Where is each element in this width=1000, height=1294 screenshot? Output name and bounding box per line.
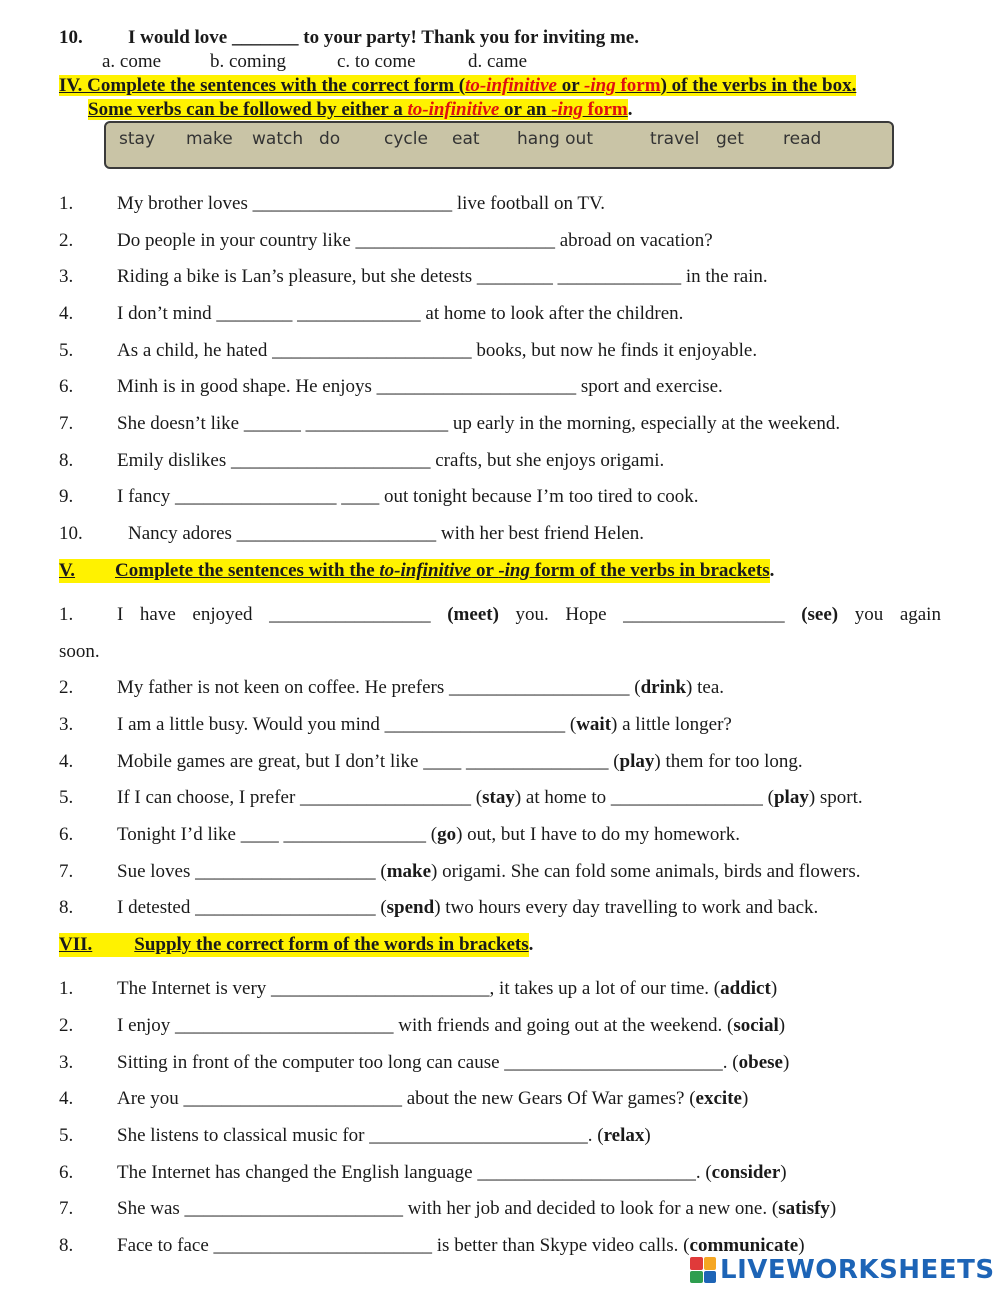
q10-option-b[interactable]: b. coming (210, 51, 286, 72)
item-text[interactable]: I don’t mind ________ _____________ at home to look after the children. (117, 303, 684, 324)
item-post: ) out, but I have to do my homework. (456, 824, 740, 845)
section4-title-red1: to-infinitive (465, 75, 557, 96)
word: enjoyed (192, 604, 253, 625)
item-number: 1. (59, 604, 74, 625)
item-text[interactable] (117, 977, 777, 1001)
item-text[interactable] (117, 603, 941, 627)
section4-sub-or: or an (499, 99, 552, 120)
section4-title-red2: -ing (584, 75, 616, 96)
item-post: ) a little longer? (611, 714, 732, 735)
q10-number: 10. (59, 27, 83, 48)
item-post: ) (780, 1162, 787, 1183)
item-text[interactable]: Emily dislikes _____________________ crafts, but she enjoys origami. (117, 450, 665, 471)
item-number: 3. (59, 1052, 74, 1073)
item-number: 10. (59, 523, 83, 544)
blank[interactable]: _________________ (623, 604, 785, 625)
q10-option-d[interactable]: d. came (468, 51, 528, 72)
item-text[interactable]: I fancy _________________ ____ out tonight because I’m too tired to cook. (117, 486, 699, 507)
item-number: 7. (59, 413, 74, 434)
section4-title-end: ) of the verbs in the box. (660, 75, 857, 96)
item-post: ) origami. She can fold some animals, birds and flowers. (431, 861, 861, 882)
item-text[interactable]: My brother loves _____________________ live football on TV. (117, 193, 605, 214)
item-number: 6. (59, 1162, 74, 1183)
section5-title-period: . (769, 560, 775, 581)
item-pre: Sitting in front of the computer too long can cause _______________________. ( (117, 1052, 739, 1073)
verb-hint: (meet) (447, 604, 499, 625)
item-text[interactable] (117, 713, 732, 737)
liveworksheets-logo[interactable] (690, 1254, 995, 1286)
item-pre: I enjoy _______________________ with friends and going out at the weekend. ( (117, 1015, 734, 1036)
item-text[interactable] (117, 750, 803, 774)
verb-get: get (716, 129, 744, 149)
liveworksheets-logo-text: LIVEWORKSHEETS (720, 1255, 995, 1285)
item-text[interactable] (117, 1087, 748, 1111)
word: have (139, 604, 176, 625)
item-post: ) at home to ________________ ( (514, 787, 774, 808)
verb-hint: wait (576, 714, 612, 735)
section5-title-it1: to-infinitive (379, 560, 472, 581)
item-text[interactable]: Riding a bike is Lan’s pleasure, but she detests ________ _____________ in the rain. (117, 266, 768, 287)
verb-travel: travel (650, 129, 700, 149)
section4-sub-red1: to-infinitive (407, 99, 500, 120)
item-post: ) tea. (686, 677, 725, 698)
section4-title (59, 74, 856, 98)
item-number: 2. (59, 230, 74, 251)
item-text[interactable] (117, 786, 863, 810)
item-pre: Tonight I’d like ____ _______________ ( (117, 824, 438, 845)
verb-hint: stay (482, 787, 515, 808)
item-post: ) (778, 1015, 786, 1036)
item-post: ) (829, 1198, 837, 1219)
verb-hint: (see) (801, 604, 839, 625)
verb-hint: make (386, 861, 432, 882)
section5-title-end: form of the verbs in brackets (530, 560, 770, 581)
section4-sub-period: . (627, 99, 633, 120)
section4-title-text: IV. Complete the sentences with the correct form ( (59, 75, 466, 96)
verb-eat: eat (452, 129, 480, 149)
item-post: ) (782, 1052, 790, 1073)
item-number: 7. (59, 861, 74, 882)
item-number: 8. (59, 450, 74, 471)
word-hint: addict (720, 978, 771, 999)
word-hint: excite (695, 1088, 742, 1109)
item-number: 3. (59, 714, 74, 735)
q10-option-c[interactable]: c. to come (337, 51, 416, 72)
item-pre: The Internet has changed the English language _______________________. ( (117, 1162, 712, 1183)
item-number: 6. (59, 824, 74, 845)
verb-read: read (783, 129, 822, 149)
item-number: 4. (59, 303, 74, 324)
item-number: 7. (59, 1198, 74, 1219)
item-text[interactable] (117, 1197, 836, 1221)
q10-option-a[interactable]: a. come (102, 51, 162, 72)
item-number: 4. (59, 751, 74, 772)
word: again (899, 604, 941, 625)
item-post: ) two hours every day travelling to work and back. (434, 897, 819, 918)
section4-title-form: form (615, 75, 661, 96)
item-continuation: soon. (59, 641, 100, 662)
item-pre: If I can choose, I prefer __________________ ( (117, 787, 483, 808)
verb-box (104, 121, 894, 169)
item-number: 9. (59, 486, 74, 507)
word: you. (515, 604, 549, 625)
item-text[interactable] (117, 1161, 787, 1185)
item-pre: She was _______________________ with her job and decided to look for a new one. ( (117, 1198, 779, 1219)
q10-text: I would love _______ to your party! Thank you for inviting me. (128, 27, 639, 48)
section4-title-or: or (556, 75, 585, 96)
item-post: ) (741, 1088, 749, 1109)
item-pre: She listens to classical music for _______________________. ( (117, 1125, 604, 1146)
item-number: 1. (59, 193, 74, 214)
verb-make: make (186, 129, 233, 149)
item-text[interactable] (117, 676, 724, 700)
item-post: ) them for too long. (654, 751, 803, 772)
section7-number: VII. (59, 934, 93, 955)
section5-title (59, 559, 774, 583)
word-hint: consider (711, 1162, 781, 1183)
item-text[interactable]: Nancy adores _____________________ with her best friend Helen. (128, 523, 645, 544)
section7-title-period: . (528, 934, 534, 955)
item-number: 8. (59, 897, 74, 918)
item-pre: Mobile games are great, but I don’t like ____ _______________ ( (117, 751, 620, 772)
item-text[interactable]: She doesn’t like ______ _______________ up early in the morning, especially at the weekend. (117, 413, 841, 434)
item-post: ) (644, 1125, 651, 1146)
verb-hint: play (619, 751, 655, 772)
item-post: ) sport. (808, 787, 863, 808)
section4-sub-form: form (582, 99, 628, 120)
word-hint: relax (603, 1125, 645, 1146)
section5-title-text: Complete the sentences with the (115, 560, 380, 581)
item-number: 1. (59, 978, 74, 999)
item-text[interactable]: As a child, he hated _____________________ books, but now he finds it enjoyable. (117, 340, 758, 361)
item-pre: I detested ___________________ ( (117, 897, 387, 918)
section5-title-it2: -ing (498, 560, 531, 581)
item-pre: My father is not keen on coffee. He prefers ___________________ ( (117, 677, 641, 698)
word-hint: social (733, 1015, 779, 1036)
item-number: 5. (59, 787, 74, 808)
word: I (117, 604, 124, 625)
verb-hint: go (437, 824, 457, 845)
item-text[interactable] (117, 1014, 785, 1038)
section4-subtitle (88, 98, 633, 122)
item-text[interactable]: Minh is in good shape. He enjoys _____________________ sport and exercise. (117, 376, 723, 397)
section7-title (59, 933, 533, 957)
verb-hang-out: hang out (517, 129, 594, 149)
item-number: 6. (59, 376, 74, 397)
item-pre: I am a little busy. Would you mind ___________________ ( (117, 714, 577, 735)
item-number: 2. (59, 677, 74, 698)
item-number: 5. (59, 1125, 74, 1146)
section7-title-text: Supply the correct form of the words in brackets (134, 934, 529, 955)
word: you (854, 604, 884, 625)
item-text[interactable] (117, 823, 740, 847)
verb-do: do (319, 129, 341, 149)
item-text[interactable] (117, 896, 818, 920)
section5-title-or: or (471, 560, 499, 581)
item-text[interactable]: Do people in your country like _____________________ abroad on vacation? (117, 230, 713, 251)
verb-hint: play (773, 787, 809, 808)
item-post: ) (770, 978, 778, 999)
item-number: 4. (59, 1088, 74, 1109)
verb-stay: stay (119, 129, 156, 149)
section4-sub-red2: -ing (551, 99, 583, 120)
item-pre: Are you _______________________ about the new Gears Of War games? ( (117, 1088, 696, 1109)
item-text[interactable] (117, 1124, 651, 1148)
blank[interactable]: _________________ (269, 604, 431, 625)
verb-hint: drink (640, 677, 687, 698)
item-number: 3. (59, 266, 74, 287)
item-pre: The Internet is very _______________________, it takes up a lot of our time. ( (117, 978, 721, 999)
section5-number: V. (59, 560, 76, 581)
section4-sub-text: Some verbs can be followed by either a (88, 99, 408, 120)
item-post: ) (798, 1235, 805, 1256)
item-number: 5. (59, 340, 74, 361)
word-hint: communicate (689, 1235, 799, 1256)
item-text[interactable] (117, 860, 861, 884)
verb-hint: spend (386, 897, 435, 918)
item-pre: Face to face _______________________ is better than Skype video calls. ( (117, 1235, 690, 1256)
word: Hope (565, 604, 607, 625)
verb-cycle: cycle (384, 129, 428, 149)
word-hint: obese (738, 1052, 783, 1073)
item-pre: Sue loves ___________________ ( (117, 861, 387, 882)
liveworksheets-logo-icon (690, 1257, 716, 1283)
item-text[interactable] (117, 1051, 789, 1075)
verb-watch: watch (252, 129, 304, 149)
item-number: 2. (59, 1015, 74, 1036)
word-hint: satisfy (778, 1198, 830, 1219)
item-number: 8. (59, 1235, 74, 1256)
